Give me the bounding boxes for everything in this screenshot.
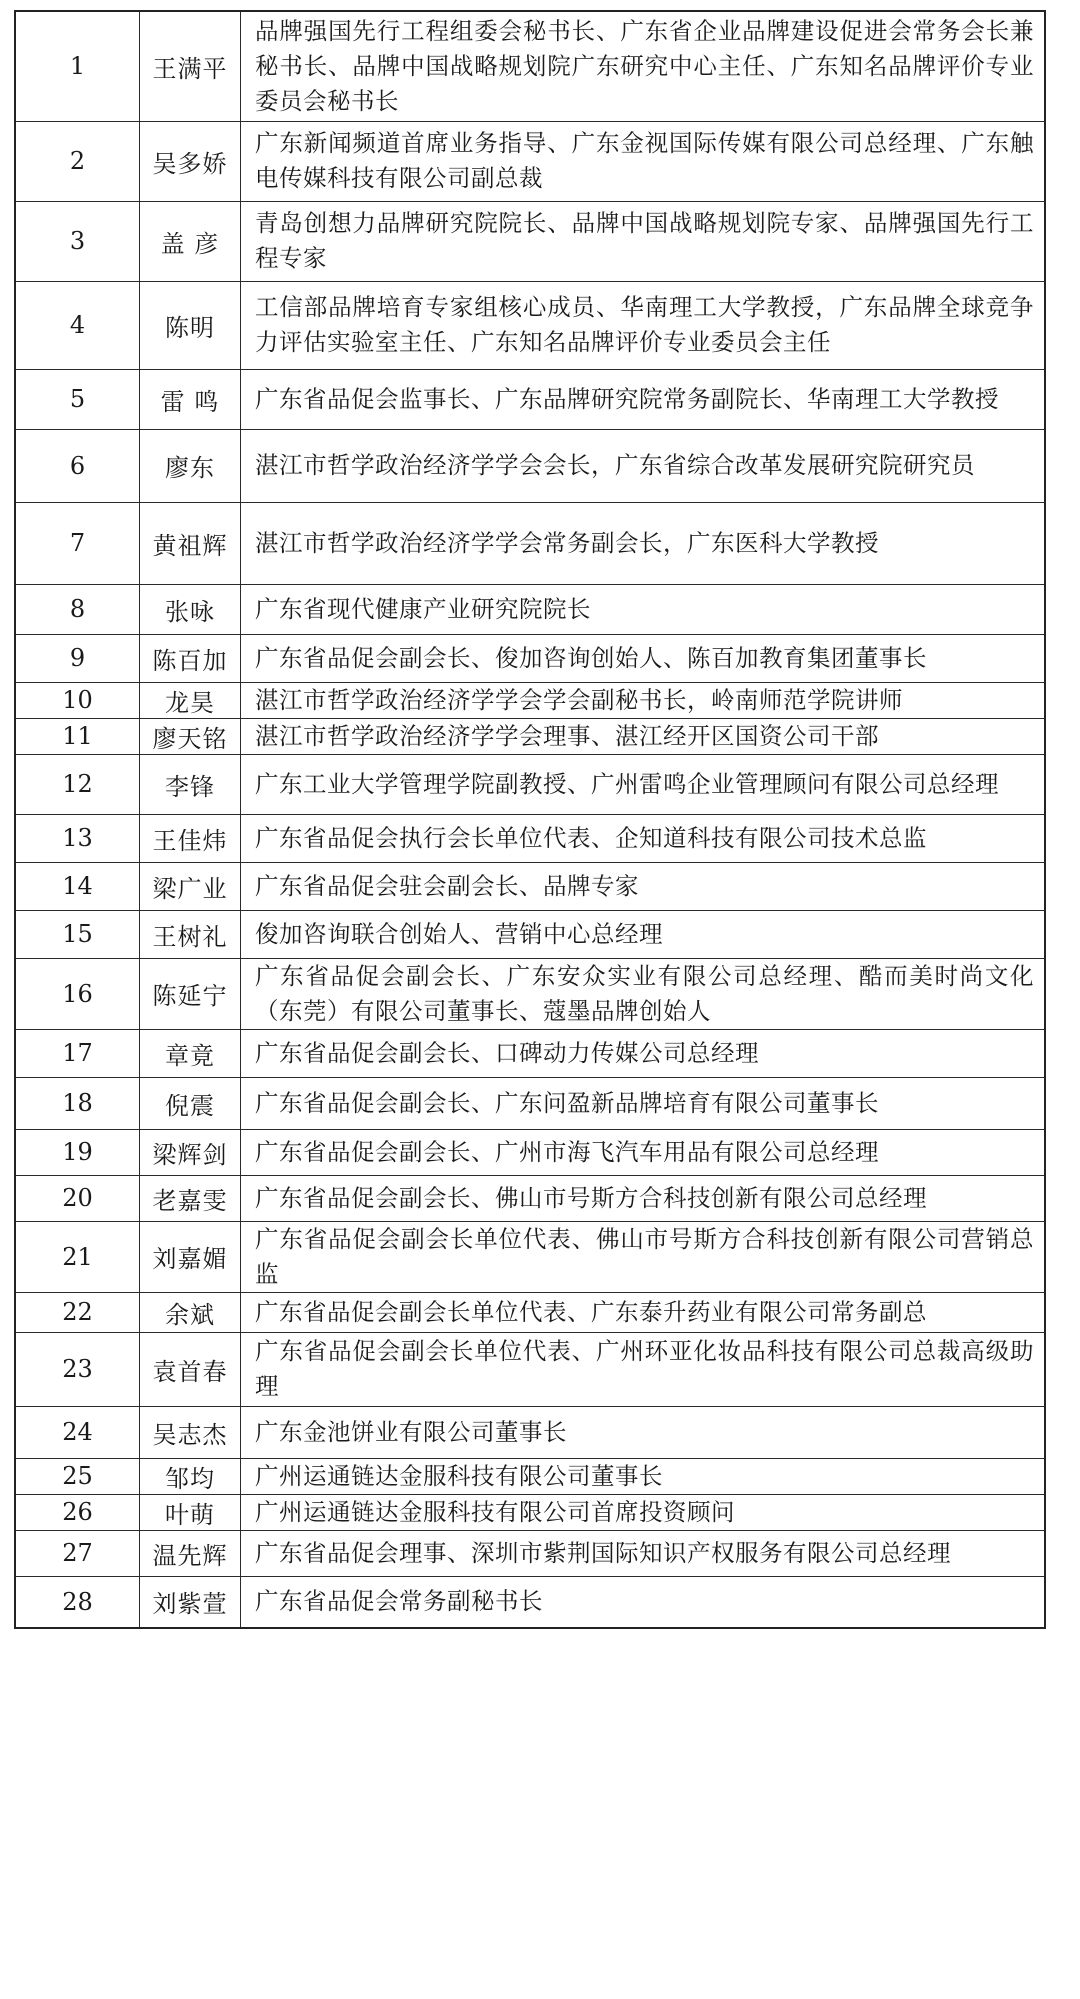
member-position: 广东省品促会驻会副会长、品牌专家 (241, 862, 1046, 910)
member-position: 工信部品牌培育专家组核心成员、华南理工大学教授，广东品牌全球竞争力评估实验室主任、广东知名品牌评价专业委员会主任 (241, 281, 1046, 369)
member-table-body (15, 11, 1045, 1628)
member-position: 广东省品促会副会长、佛山市号斯方合科技创新有限公司总经理 (241, 1175, 1046, 1221)
member-position: 广东省品促会执行会长单位代表、企知道科技有限公司技术总监 (241, 814, 1046, 862)
member-name: 龙昊 (140, 682, 241, 718)
row-number: 19 (15, 1129, 140, 1175)
member-name: 雷 鸣 (140, 369, 241, 429)
table-row (15, 1576, 1045, 1628)
table-row (15, 369, 1045, 429)
member-position: 广东省现代健康产业研究院院长 (241, 584, 1046, 634)
table-row (15, 1406, 1045, 1458)
row-number: 20 (15, 1175, 140, 1221)
member-position: 广州运通链达金服科技有限公司董事长 (241, 1458, 1046, 1494)
member-name: 王佳炜 (140, 814, 241, 862)
table-row (15, 1292, 1045, 1332)
member-position: 广东金池饼业有限公司董事长 (241, 1406, 1046, 1458)
row-number: 11 (15, 718, 140, 754)
row-number: 18 (15, 1077, 140, 1129)
member-position: 广东省品促会监事长、广东品牌研究院常务副院长、华南理工大学教授 (241, 369, 1046, 429)
member-position: 品牌强国先行工程组委会秘书长、广东省企业品牌建设促进会常务会长兼秘书长、品牌中国战略规划院广东研究中心主任、广东知名品牌评价专业委员会秘书长 (241, 11, 1046, 121)
table-row (15, 682, 1045, 718)
row-number: 15 (15, 910, 140, 958)
row-number: 28 (15, 1576, 140, 1628)
row-number: 27 (15, 1530, 140, 1576)
row-number: 7 (15, 502, 140, 584)
table-row (15, 1129, 1045, 1175)
row-number: 12 (15, 754, 140, 814)
table-row (15, 862, 1045, 910)
member-name: 刘嘉媚 (140, 1221, 241, 1292)
row-number: 17 (15, 1029, 140, 1077)
table-row (15, 429, 1045, 502)
member-position: 广州运通链达金服科技有限公司首席投资顾问 (241, 1494, 1046, 1530)
member-position: 广东省品促会副会长、口碑动力传媒公司总经理 (241, 1029, 1046, 1077)
member-position: 湛江市哲学政治经济学学会学会副秘书长，岭南师范学院讲师 (241, 682, 1046, 718)
table-row (15, 121, 1045, 201)
table-row (15, 910, 1045, 958)
table-row (15, 1494, 1045, 1530)
row-number: 4 (15, 281, 140, 369)
row-number: 13 (15, 814, 140, 862)
table-row (15, 958, 1045, 1029)
table-row (15, 1530, 1045, 1576)
member-name: 廖东 (140, 429, 241, 502)
row-number: 8 (15, 584, 140, 634)
row-number: 22 (15, 1292, 140, 1332)
table-row (15, 718, 1045, 754)
member-position: 广东省品促会副会长单位代表、广州环亚化妆品科技有限公司总裁高级助理 (241, 1332, 1046, 1406)
table-row (15, 1077, 1045, 1129)
member-name: 梁辉剑 (140, 1129, 241, 1175)
row-number: 23 (15, 1332, 140, 1406)
row-number: 1 (15, 11, 140, 121)
row-number: 5 (15, 369, 140, 429)
member-position: 广东省品促会副会长、俊加咨询创始人、陈百加教育集团董事长 (241, 634, 1046, 682)
member-name: 盖 彦 (140, 201, 241, 281)
table-row (15, 1175, 1045, 1221)
row-number: 9 (15, 634, 140, 682)
row-number: 26 (15, 1494, 140, 1530)
row-number: 25 (15, 1458, 140, 1494)
table-row (15, 1332, 1045, 1406)
member-position: 湛江市哲学政治经济学学会会长，广东省综合改革发展研究院研究员 (241, 429, 1046, 502)
member-name: 刘紫萱 (140, 1576, 241, 1628)
member-name: 老嘉雯 (140, 1175, 241, 1221)
member-position: 广东省品促会副会长、广东安众实业有限公司总经理、酷而美时尚文化（东莞）有限公司董事长、蔻墨品牌创始人 (241, 958, 1046, 1029)
member-name: 吴志杰 (140, 1406, 241, 1458)
member-position: 青岛创想力品牌研究院院长、品牌中国战略规划院专家、品牌强国先行工程专家 (241, 201, 1046, 281)
member-name: 袁首春 (140, 1332, 241, 1406)
member-name: 王满平 (140, 11, 241, 121)
row-number: 10 (15, 682, 140, 718)
table-row (15, 281, 1045, 369)
row-number: 3 (15, 201, 140, 281)
table-row (15, 634, 1045, 682)
row-number: 21 (15, 1221, 140, 1292)
member-name: 余斌 (140, 1292, 241, 1332)
member-position: 广东省品促会副会长、广州市海飞汽车用品有限公司总经理 (241, 1129, 1046, 1175)
member-name: 温先辉 (140, 1530, 241, 1576)
member-name: 章竟 (140, 1029, 241, 1077)
member-position: 广东省品促会副会长单位代表、广东泰升药业有限公司常务副总 (241, 1292, 1046, 1332)
row-number: 6 (15, 429, 140, 502)
row-number: 16 (15, 958, 140, 1029)
table-row (15, 1029, 1045, 1077)
member-name: 陈明 (140, 281, 241, 369)
member-table (14, 10, 1046, 1629)
table-row (15, 11, 1045, 121)
member-name: 黄祖辉 (140, 502, 241, 584)
member-name: 邹均 (140, 1458, 241, 1494)
member-name: 廖天铭 (140, 718, 241, 754)
member-position: 广东省品促会副会长单位代表、佛山市号斯方合科技创新有限公司营销总监 (241, 1221, 1046, 1292)
table-row (15, 1458, 1045, 1494)
table-row (15, 814, 1045, 862)
member-name: 陈延宁 (140, 958, 241, 1029)
row-number: 24 (15, 1406, 140, 1458)
member-name: 吴多娇 (140, 121, 241, 201)
member-name: 张咏 (140, 584, 241, 634)
row-number: 2 (15, 121, 140, 201)
member-name: 倪震 (140, 1077, 241, 1129)
table-row (15, 584, 1045, 634)
table-row (15, 201, 1045, 281)
member-name: 李锋 (140, 754, 241, 814)
member-position: 湛江市哲学政治经济学学会理事、湛江经开区国资公司干部 (241, 718, 1046, 754)
table-row (15, 502, 1045, 584)
table-row (15, 1221, 1045, 1292)
member-position: 广东省品促会理事、深圳市紫荆国际知识产权服务有限公司总经理 (241, 1530, 1046, 1576)
member-position: 广东工业大学管理学院副教授、广州雷鸣企业管理顾问有限公司总经理 (241, 754, 1046, 814)
member-name: 叶萌 (140, 1494, 241, 1530)
member-name: 陈百加 (140, 634, 241, 682)
row-number: 14 (15, 862, 140, 910)
member-name: 王树礼 (140, 910, 241, 958)
member-name: 梁广业 (140, 862, 241, 910)
member-position: 湛江市哲学政治经济学学会常务副会长，广东医科大学教授 (241, 502, 1046, 584)
member-position: 广东省品促会副会长、广东问盈新品牌培育有限公司董事长 (241, 1077, 1046, 1129)
table-row (15, 754, 1045, 814)
member-position: 广东新闻频道首席业务指导、广东金视国际传媒有限公司总经理、广东触电传媒科技有限公司副总裁 (241, 121, 1046, 201)
member-position: 俊加咨询联合创始人、营销中心总经理 (241, 910, 1046, 958)
member-position: 广东省品促会常务副秘书长 (241, 1576, 1046, 1628)
